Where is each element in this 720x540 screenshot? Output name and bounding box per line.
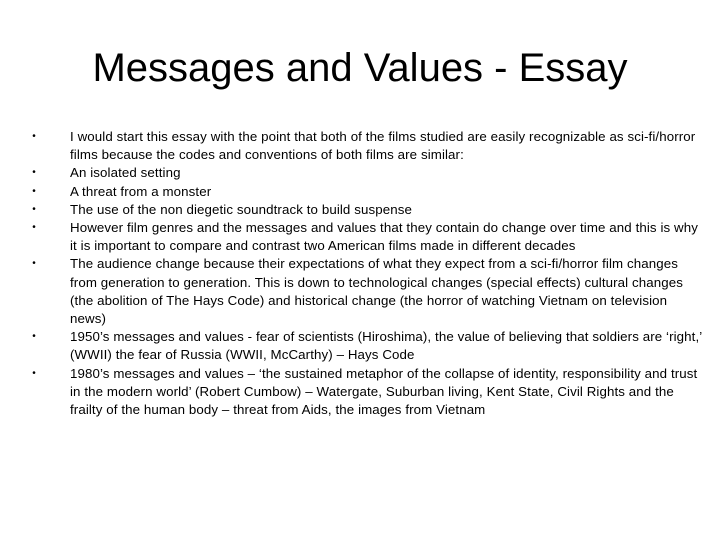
bullet-item-6 (30, 255, 706, 328)
bullet-icon: • (32, 167, 36, 179)
bullet-text: However film genres and the messages and values that they contain do change over time and this is why it is important to compare and contrast two American films made in different decades (70, 220, 699, 254)
bullet-text: An isolated setting (70, 165, 181, 181)
bullet-item-1 (30, 128, 706, 164)
bullet-icon: • (32, 367, 36, 379)
bullet-text: A threat from a monster (70, 183, 212, 199)
bullet-icon: • (32, 331, 36, 343)
bullet-icon: • (32, 258, 36, 270)
bullet-icon: • (32, 203, 36, 215)
bullet-icon: • (32, 131, 36, 142)
bullet-icon: • (32, 222, 36, 234)
bullet-icon: • (32, 185, 36, 197)
bullet-text: 1980’s messages and values – ‘the sustained metaphor of the collapse of identity, responsibility and trust in the modern world’ (Robert Cumbow) – Watergate, Suburban living, Kent State, Civil Rights and the frailty of the human body – threat from Aids, the images from Vietnam (70, 365, 698, 418)
bullet-text: The use of the non diegetic soundtrack to build suspense (70, 201, 412, 217)
slide-title: Messages and Values - Essay (92, 46, 628, 90)
bullet-text: I would start this essay with the point that both of the films studied are easily recognizable as sci-fi/horror films because the codes and conventions of both films are similar: (70, 129, 696, 163)
bullet-item-5 (30, 219, 706, 255)
bullet-text: 1950’s messages and values - fear of scientists (Hiroshima), the value of believing that soldiers are ‘right,’ (WWII) the fear of Russia (WWII, McCarthy) – Hays Code (70, 329, 702, 363)
bullet-item-3 (30, 183, 706, 201)
bullet-item-8 (30, 365, 706, 420)
bullet-item-7 (30, 328, 706, 364)
bullet-list (30, 128, 706, 419)
bullet-item-2 (30, 164, 706, 182)
bullet-item-4 (30, 201, 706, 219)
bullet-text: The audience change because their expectations of what they expect from a sci-fi/horror film changes from generation to generation. This is down to technological changes (special effects) cultural changes (the abolition of The Hays Code) and historical change (the horror of watching Vietnam on television news) (70, 256, 683, 327)
